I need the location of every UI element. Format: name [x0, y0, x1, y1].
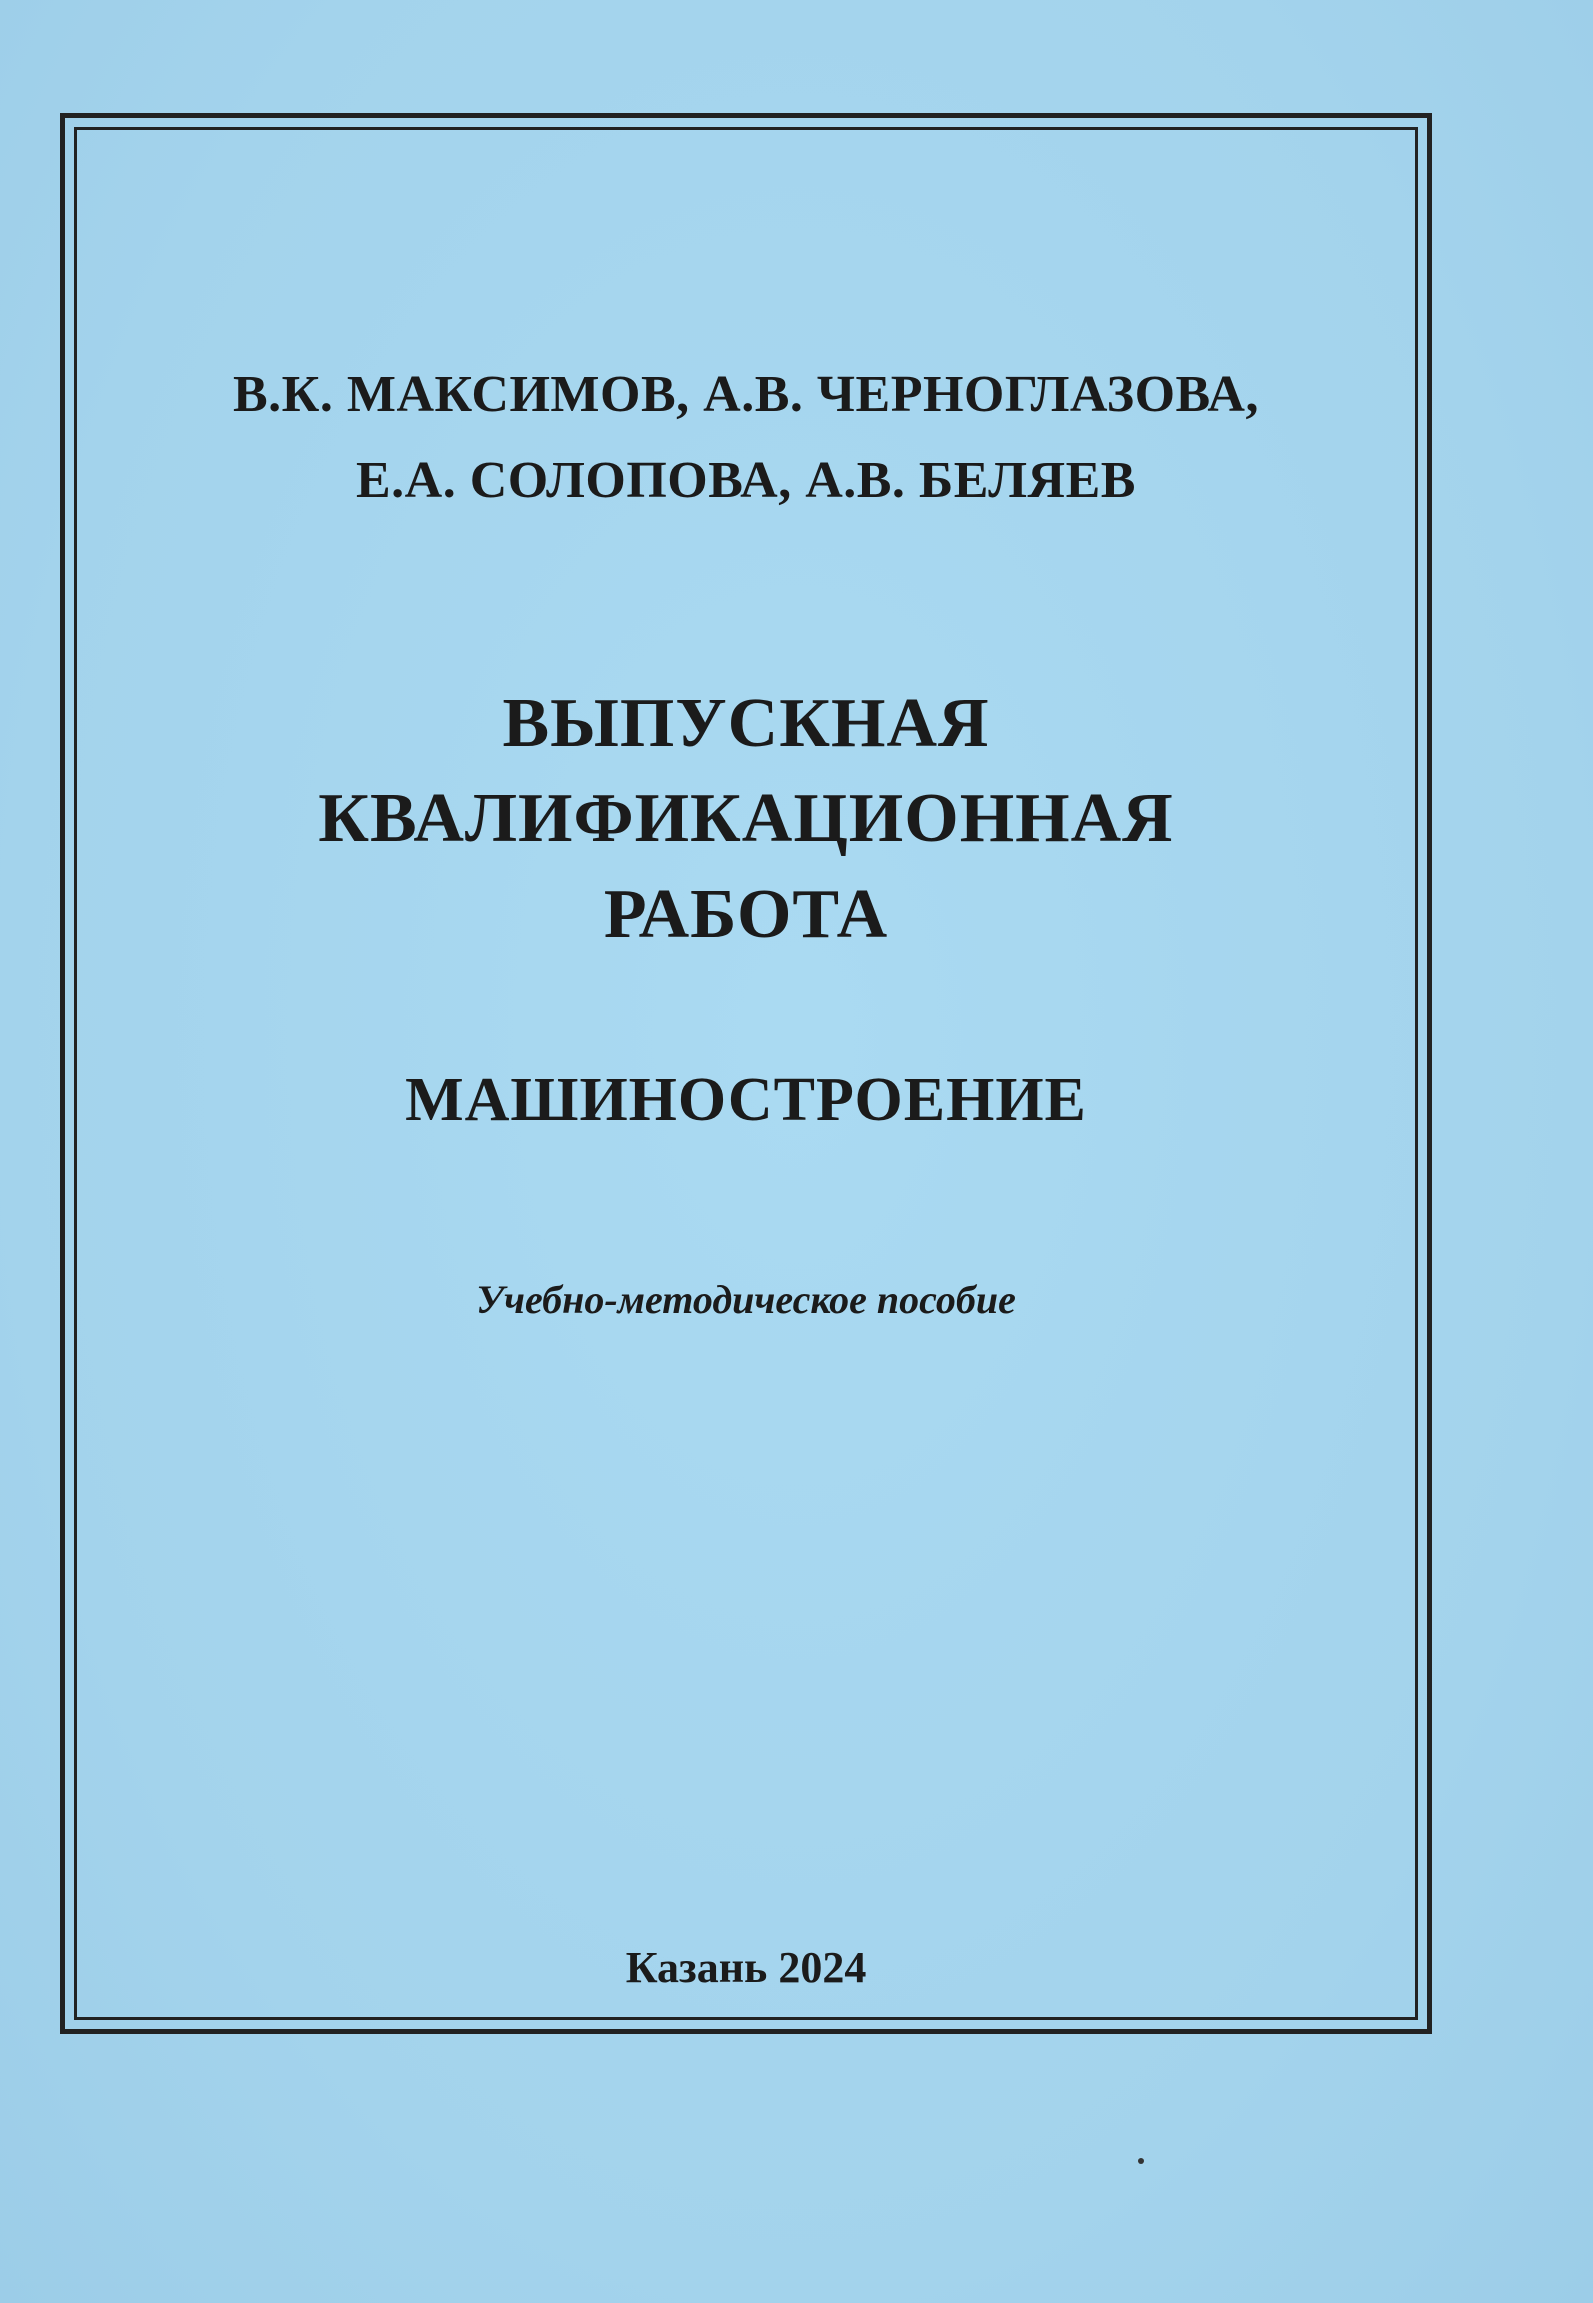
subject-heading: МАШИНОСТРОЕНИЕ	[405, 1066, 1087, 1134]
title-line-1: ВЫПУСКНАЯ	[502, 685, 990, 762]
authors-line-2: Е.А. СОЛОПОВА, А.В. БЕЛЯЕВ	[356, 452, 1136, 509]
authors-line-1: В.К. МАКСИМОВ, А.В. ЧЕРНОГЛАЗОВА,	[233, 366, 1259, 423]
title-line-2: КВАЛИФИКАЦИОННАЯ	[318, 780, 1174, 857]
city-year: Казань 2024	[625, 1943, 867, 1992]
genre-subtitle: Учебно-методическое пособие	[476, 1277, 1016, 1322]
title-line-3: РАБОТА	[603, 876, 889, 953]
print-speck	[1138, 2158, 1144, 2164]
